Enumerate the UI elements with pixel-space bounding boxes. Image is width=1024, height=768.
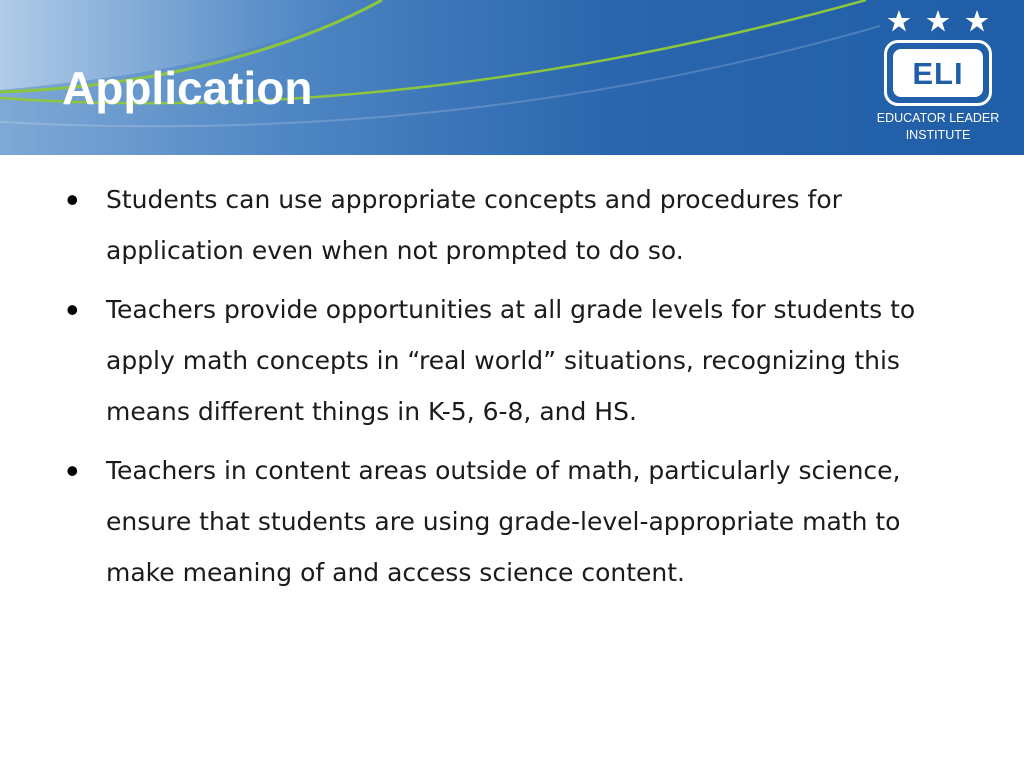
- logo-subtitle: [868, 110, 1008, 144]
- bullet-text: Teachers in content areas outside of math, particularly science, ensure that students are using grade-level-appropriate math to make meaning of and access science content.: [106, 456, 901, 587]
- logo-badge: [884, 40, 992, 106]
- logo-subtitle-line1: EDUCATOR LEADER: [876, 111, 1000, 125]
- bullet-list: [64, 174, 964, 606]
- stars-row: [868, 10, 1008, 40]
- bullet-marker: •: [66, 450, 79, 491]
- bullet-item: [64, 445, 964, 598]
- eli-logo: [868, 10, 1008, 148]
- slide-title: Application: [62, 62, 313, 114]
- bullet-item: [64, 284, 964, 437]
- bullet-item: [64, 174, 964, 276]
- star-icon: [965, 10, 989, 32]
- star-icon: [926, 10, 950, 32]
- bullet-text: Students can use appropriate concepts and procedures for application even when not prompted to do so.: [106, 185, 842, 265]
- bullet-marker: •: [66, 289, 79, 330]
- logo-subtitle-line2: INSTITUTE: [905, 128, 971, 142]
- header-banner: [0, 0, 1024, 155]
- star-icon: [887, 10, 911, 32]
- bullet-text: Teachers provide opportunities at all grade levels for students to apply math concepts in “real world” situations, recognizing this means different things in K-5, 6-8, and HS.: [106, 295, 916, 426]
- logo-badge-inner: [893, 49, 983, 97]
- logo-abbreviation: ELI: [912, 55, 964, 91]
- bullet-marker: •: [66, 179, 79, 220]
